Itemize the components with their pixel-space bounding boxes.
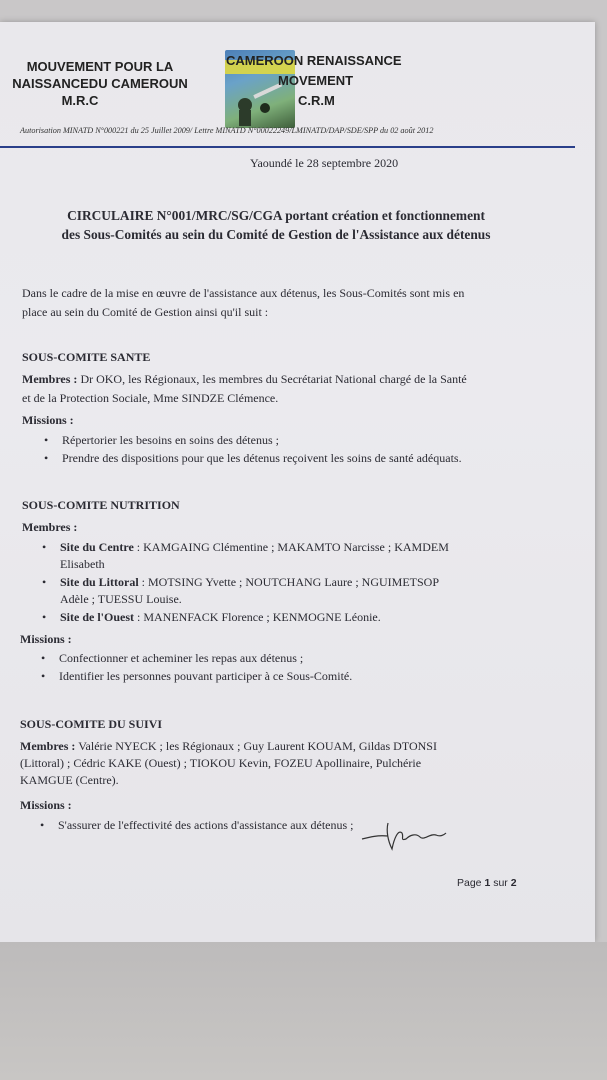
- party-acronym-english: C.R.M: [298, 93, 335, 108]
- party-name-french: [0, 58, 200, 109]
- sante-mission-1: • Répertorier les besoins en soins des détenus ;: [62, 432, 279, 449]
- heading-suivi: SOUS-COMITE DU SUIVI: [20, 717, 163, 731]
- site-littoral-members-cont: Adèle ; TUESSU Louise.: [60, 592, 182, 606]
- circular-title: [26, 206, 526, 244]
- authorization-line: Autorisation MINATD N°000221 du 25 Juillet 2009/ Lettre MINATD N°00022249/LMINATD/DAP/SDE/SPP du 02 août 2012: [20, 126, 434, 135]
- intro-line-2: place au sein du Comité de Gestion ainsi qu'il suit :: [22, 305, 269, 319]
- nutrition-mission-1: • Confectionner et acheminer les repas aux détenus ;: [59, 650, 303, 667]
- background-surface: [0, 942, 607, 1080]
- site-ouest-members: : MANENFACK Florence ; KENMOGNE Léonie.: [134, 610, 381, 624]
- suivi-members-line-3: KAMGUE (Centre).: [20, 773, 119, 787]
- sante-members-label: Membres :: [22, 372, 78, 386]
- nutrition-mission-2: • Identifier les personnes pouvant participer à ce Sous-Comité.: [59, 668, 352, 685]
- suivi-missions-label: Missions :: [20, 798, 72, 812]
- nutrition-members-label: Membres :: [22, 520, 78, 534]
- suivi-mission-1: • S'assurer de l'effectivité des actions d'assistance aux détenus ;: [58, 817, 354, 834]
- party-name-line-1: MOUVEMENT POUR LA: [26, 59, 174, 74]
- document-page: [0, 22, 595, 942]
- nutrition-site-ouest: [60, 609, 520, 626]
- document-date: Yaoundé le 28 septembre 2020: [250, 156, 399, 170]
- sante-members-line-2: et de la Protection Sociale, Mme SINDZE Clémence.: [22, 391, 279, 405]
- site-littoral-label: Site du Littoral: [60, 575, 139, 589]
- party-name-english-line-1: CAMEROON RENAISSANCE: [226, 53, 402, 68]
- intro-paragraph: [22, 284, 532, 322]
- nutrition-site-centre: [60, 539, 520, 573]
- circular-title-line-1: CIRCULAIRE N°001/MRC/SG/CGA portant création et fonctionnement: [67, 208, 485, 223]
- header-divider: [0, 146, 575, 148]
- party-acronym-french: M.R.C: [61, 93, 99, 108]
- party-name-english-line-2: MOVEMENT: [278, 73, 354, 88]
- page-current: 1: [484, 877, 491, 889]
- suivi-members: [20, 738, 520, 789]
- site-centre-members: : KAMGAING Clémentine ; MAKAMTO Narcisse ; KAMDEM: [133, 540, 449, 554]
- page-prefix: Page: [457, 877, 485, 889]
- page-number: [457, 877, 517, 889]
- heading-nutrition: SOUS-COMITE NUTRITION: [22, 498, 180, 512]
- suivi-members-line-2: (Littoral) ; Cédric KAKE (Ouest) ; TIOKOU Kevin, FOZEU Apollinaire, Pulchérie: [20, 756, 422, 770]
- site-centre-members-cont: Elisabeth: [60, 557, 105, 571]
- site-centre-label: Site du Centre: [60, 540, 134, 554]
- page-mid: sur: [490, 877, 511, 889]
- nutrition-site-littoral: [60, 574, 520, 608]
- sante-missions-label: Missions :: [22, 413, 74, 427]
- heading-sante: SOUS-COMITE SANTE: [22, 350, 151, 364]
- suivi-members-line-1: Valérie NYECK ; les Régionaux ; Guy Laurent KOUAM, Gildas DTONSI: [75, 739, 437, 753]
- suivi-members-label: Membres :: [20, 739, 76, 753]
- intro-line-1: Dans le cadre de la mise en œuvre de l'assistance aux détenus, les Sous-Comités sont mis en: [22, 286, 465, 300]
- nutrition-missions-label: Missions :: [20, 632, 72, 646]
- handwritten-signature: [358, 819, 448, 853]
- circular-title-line-2: des Sous-Comités au sein du Comité de Gestion de l'Assistance aux détenus: [61, 227, 491, 242]
- sante-members: [22, 370, 522, 408]
- site-littoral-members: : MOTSING Yvette ; NOUTCHANG Laure ; NGUIMETSOP: [138, 575, 439, 589]
- sante-mission-2: • Prendre des dispositions pour que les détenus reçoivent les soins de santé adéquats.: [62, 450, 462, 467]
- party-name-line-2: NAISSANCEDU CAMEROUN: [12, 76, 188, 91]
- site-ouest-label: Site de l'Ouest: [60, 610, 134, 624]
- sante-members-line-1: Dr OKO, les Régionaux, les membres du Secrétariat National chargé de la Santé: [77, 372, 467, 386]
- page-total: 2: [510, 877, 517, 889]
